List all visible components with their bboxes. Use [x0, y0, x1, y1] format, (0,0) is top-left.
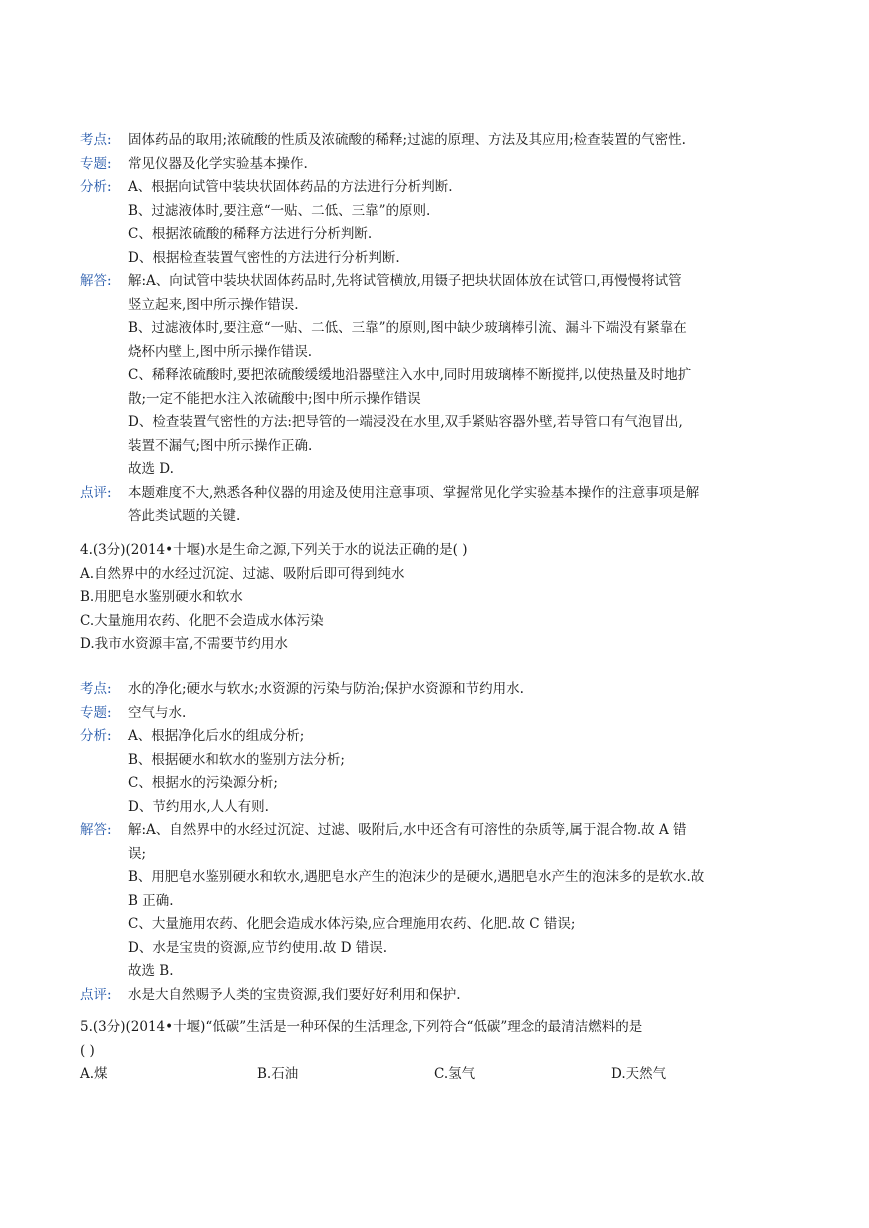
jieda-line: B、用肥皂水鉴别硬水和软水,遇肥皂水产生的泡沫少的是硬水,遇肥皂水产生的泡沫多的是软水.故	[128, 869, 705, 885]
kaodian-label: 考点:	[80, 132, 112, 148]
jieda-line: 散;一定不能把水注入浓硫酸中;图中所示操作错误	[128, 390, 421, 407]
dianping-label: 点评:	[80, 484, 112, 501]
q5-stem-line: ( )	[80, 1042, 95, 1059]
zhuanti-text: 常见仪器及化学实验基本操作.	[128, 155, 308, 172]
q5-stem-line: 5.(3分)(2014•十堰)“低碳”生活是一种环保的生活理念,下列符合“低碳”理念的最清洁燃料的是	[80, 1019, 643, 1035]
dianping-line: 本题难度不大,熟悉各种仪器的用途及使用注意事项、掌握常见化学实验基本操作的注意事项是解	[128, 484, 700, 501]
q4-analysis	[80, 678, 800, 1007]
q4-option-a: A.自然界中的水经过沉淀、过滤、吸附后即可得到纯水	[80, 565, 405, 582]
fenxi-line: D、节约用水,人人有则.	[128, 798, 269, 815]
zhuanti-label: 专题:	[80, 155, 112, 172]
q4-dianping	[80, 984, 800, 1008]
fenxi-line: B、根据硬水和软水的鉴别方法分析;	[128, 751, 345, 768]
kaodian-text: 水的净化;硬水与软水;水资源的污染与防治;保护水资源和节约用水.	[128, 681, 524, 697]
q5-options	[80, 1063, 800, 1087]
zhuanti-text: 空气与水.	[128, 704, 187, 721]
jieda-line: 烧杯内壁上,图中所示操作错误.	[128, 343, 313, 360]
fenxi-line: D、根据检查装置气密性的方法进行分析判断.	[128, 249, 400, 266]
jieda-line: B 正确.	[128, 892, 174, 909]
q3-analysis	[80, 129, 800, 529]
q4-stem: 4.(3分)(2014•十堰)水是生命之源,下列关于水的说法正确的是( )	[80, 542, 468, 558]
jieda-label: 解答:	[80, 822, 112, 838]
jieda-line: C、稀释浓硫酸时,要把浓硫酸缓缓地沿器壁注入水中,同时用玻璃棒不断搅拌,以使热量及时地扩	[128, 367, 692, 383]
kaodian-label: 考点:	[80, 681, 112, 697]
zhuanti-label: 专题:	[80, 704, 112, 721]
jieda-line: 故选 B.	[128, 963, 174, 979]
dianping-label: 点评:	[80, 986, 112, 1003]
q5-option-b: B.石油	[257, 1066, 299, 1082]
jieda-line: 解:A、自然界中的水经过沉淀、过滤、吸附后,水中还含有可溶性的杂质等,属于混合物.故 A 错	[128, 822, 687, 838]
jieda-line: 装置不漏气;图中所示操作正确.	[128, 437, 313, 454]
kaodian-text: 固体药品的取用;浓硫酸的性质及浓硫酸的稀释;过滤的原理、方法及其应用;检查装置的气密性.	[128, 132, 686, 148]
q5-option-d: D.天然气	[611, 1066, 667, 1082]
q5	[80, 1016, 800, 1087]
fenxi-line: A、根据净化后水的组成分析;	[128, 728, 305, 744]
q4	[80, 539, 800, 657]
q5-option-a: A.煤	[80, 1066, 108, 1082]
dianping-line: 答此类试题的关键.	[128, 508, 241, 524]
jieda-line: C、大量施用农药、化肥会造成水体污染,应合理施用农药、化肥.故 C 错误;	[128, 916, 576, 932]
q4-fenxi	[80, 725, 800, 819]
q4-option-d: D.我市水资源丰富,不需要节约用水	[80, 636, 288, 652]
dianping-line: 水是大自然赐予人类的宝贵资源,我们要好好利用和保护.	[128, 986, 461, 1003]
q4-option-b: B.用肥皂水鉴别硬水和软水	[80, 589, 243, 605]
q3-zhuanti	[80, 153, 800, 177]
jieda-label: 解答:	[80, 273, 112, 289]
jieda-line: D、检查装置气密性的方法:把导管的一端浸没在水里,双手紧贴容器外壁,若导管口有气泡冒出,	[128, 414, 683, 430]
fenxi-line: C、根据浓硫酸的稀释方法进行分析判断.	[128, 226, 373, 242]
q4-jieda	[80, 819, 800, 984]
jieda-line: 故选 D.	[128, 461, 174, 477]
q5-option-c: C.氢气	[434, 1066, 476, 1082]
fenxi-label: 分析:	[80, 728, 112, 744]
fenxi-line: B、过滤液体时,要注意“一贴、二低、三靠”的原则.	[128, 202, 431, 219]
jieda-line: B、过滤液体时,要注意“一贴、二低、三靠”的原则,图中缺少玻璃棒引流、漏斗下端没有紧靠在	[128, 320, 687, 336]
fenxi-label: 分析:	[80, 179, 112, 195]
q3-dianping	[80, 482, 800, 529]
q4-option-c: C.大量施用农药、化肥不会造成水体污染	[80, 612, 324, 629]
q3-fenxi	[80, 176, 800, 270]
fenxi-line: A、根据向试管中装块状固体药品的方法进行分析判断.	[128, 179, 453, 195]
jieda-line: D、水是宝贵的资源,应节约使用.故 D 错误.	[128, 939, 388, 956]
q4-zhuanti	[80, 702, 800, 726]
fenxi-line: C、根据水的污染源分析;	[128, 775, 278, 791]
q3-jieda	[80, 270, 800, 482]
jieda-line: 误;	[128, 845, 147, 862]
q3-kaodian	[80, 129, 800, 153]
jieda-line: 竖立起来,图中所示操作错误.	[128, 296, 299, 313]
jieda-line: 解:A、向试管中装块状固体药品时,先将试管横放,用镊子把块状固体放在试管口,再慢慢将试管	[128, 273, 682, 289]
q4-kaodian	[80, 678, 800, 702]
